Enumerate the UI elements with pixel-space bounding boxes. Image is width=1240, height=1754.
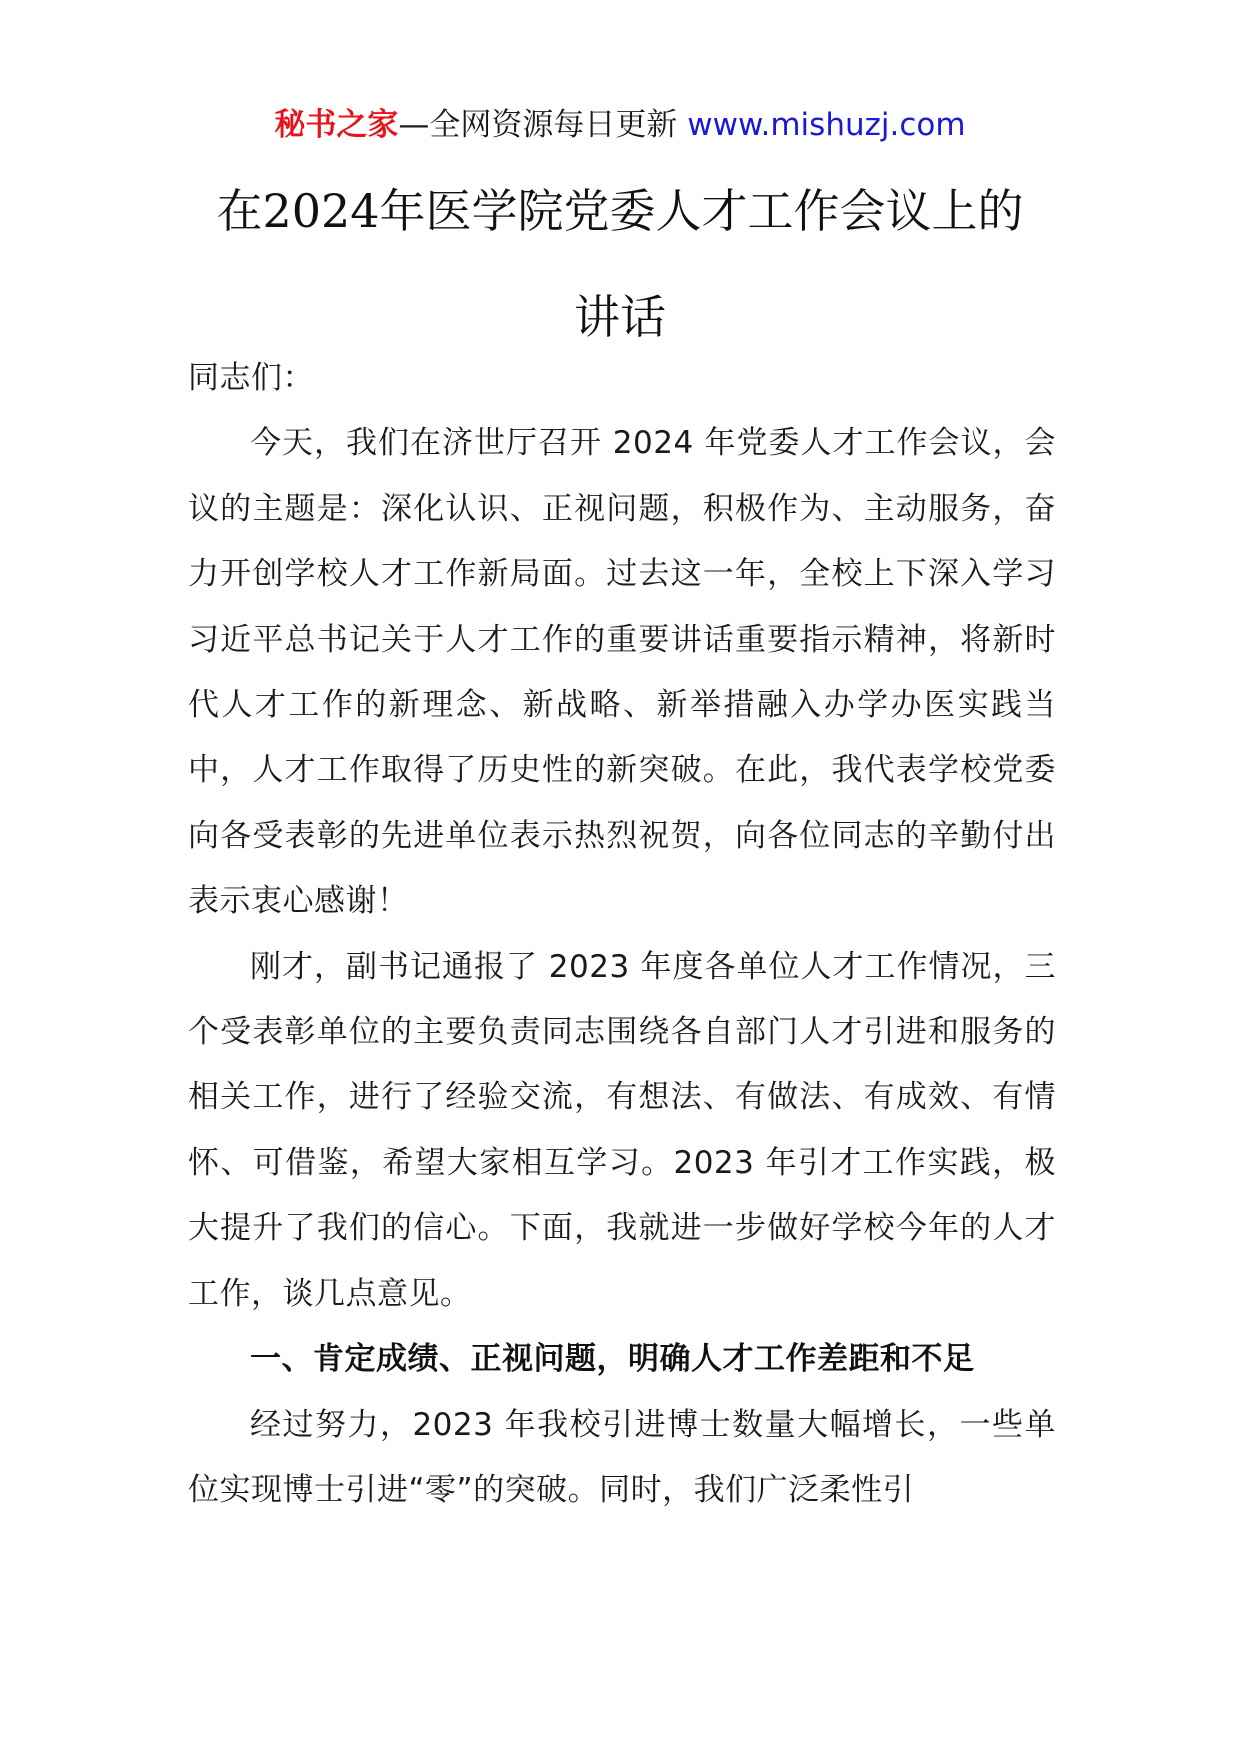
brand-name: 秘书之家: [274, 107, 399, 143]
title-year: 2024: [262, 184, 380, 238]
document-body: [188, 346, 1056, 1523]
paragraph-1: 今天，我们在济世厅召开 2024 年党委人才工作会议，会议的主题是：深化认识、正视问题，积极作为、主动服务，奋力开创学校人才工作新局面。过去这一年，全校上下深入学习习近平总书记关于人才工作的重要讲话重要指示精神，将新时代人才工作的新理念、新战略、新举措融入办学办医实践当中，人才工作取得了历史性的新突破。在此，我代表学校党委向各受表彰的先进单位表示热烈祝贺，向各位同志的辛勤付出表示衷心感谢！: [188, 425, 1056, 920]
paragraph-2: 刚才，副书记通报了 2023 年度各单位人才工作情况，三个受表彰单位的主要负责同志围绕各自部门人才引进和服务的相关工作，进行了经验交流，有想法、有做法、有成效、有情怀、可借鉴，希望大家相互学习。2023 年引才工作实践，极大提升了我们的信心。下面，我就进一步做好学校今年的人才工作，谈几点意见。: [188, 948, 1056, 1312]
title-line-1: [0, 158, 1240, 264]
salutation: 同志们：: [188, 360, 314, 396]
header-tagline: —全网资源每日更新: [398, 107, 678, 143]
title-line-2: 讲话: [574, 290, 666, 344]
title-prefix: 在: [216, 184, 263, 238]
document-title: [0, 158, 1240, 370]
title-line-1-rest: 年医学院党委人才工作会议上的: [379, 184, 1024, 238]
site-url-link[interactable]: www.mishuzj.com: [687, 107, 966, 143]
section-heading: 一、肯定成绩、正视问题，明确人才工作差距和不足: [250, 1341, 975, 1378]
section-paragraph: 经过努力，2023 年我校引进博士数量大幅增长，一些单位实现博士引进“零”的突破。同时，我们广泛柔性引: [188, 1406, 1056, 1508]
watermark-header: [0, 100, 1240, 150]
